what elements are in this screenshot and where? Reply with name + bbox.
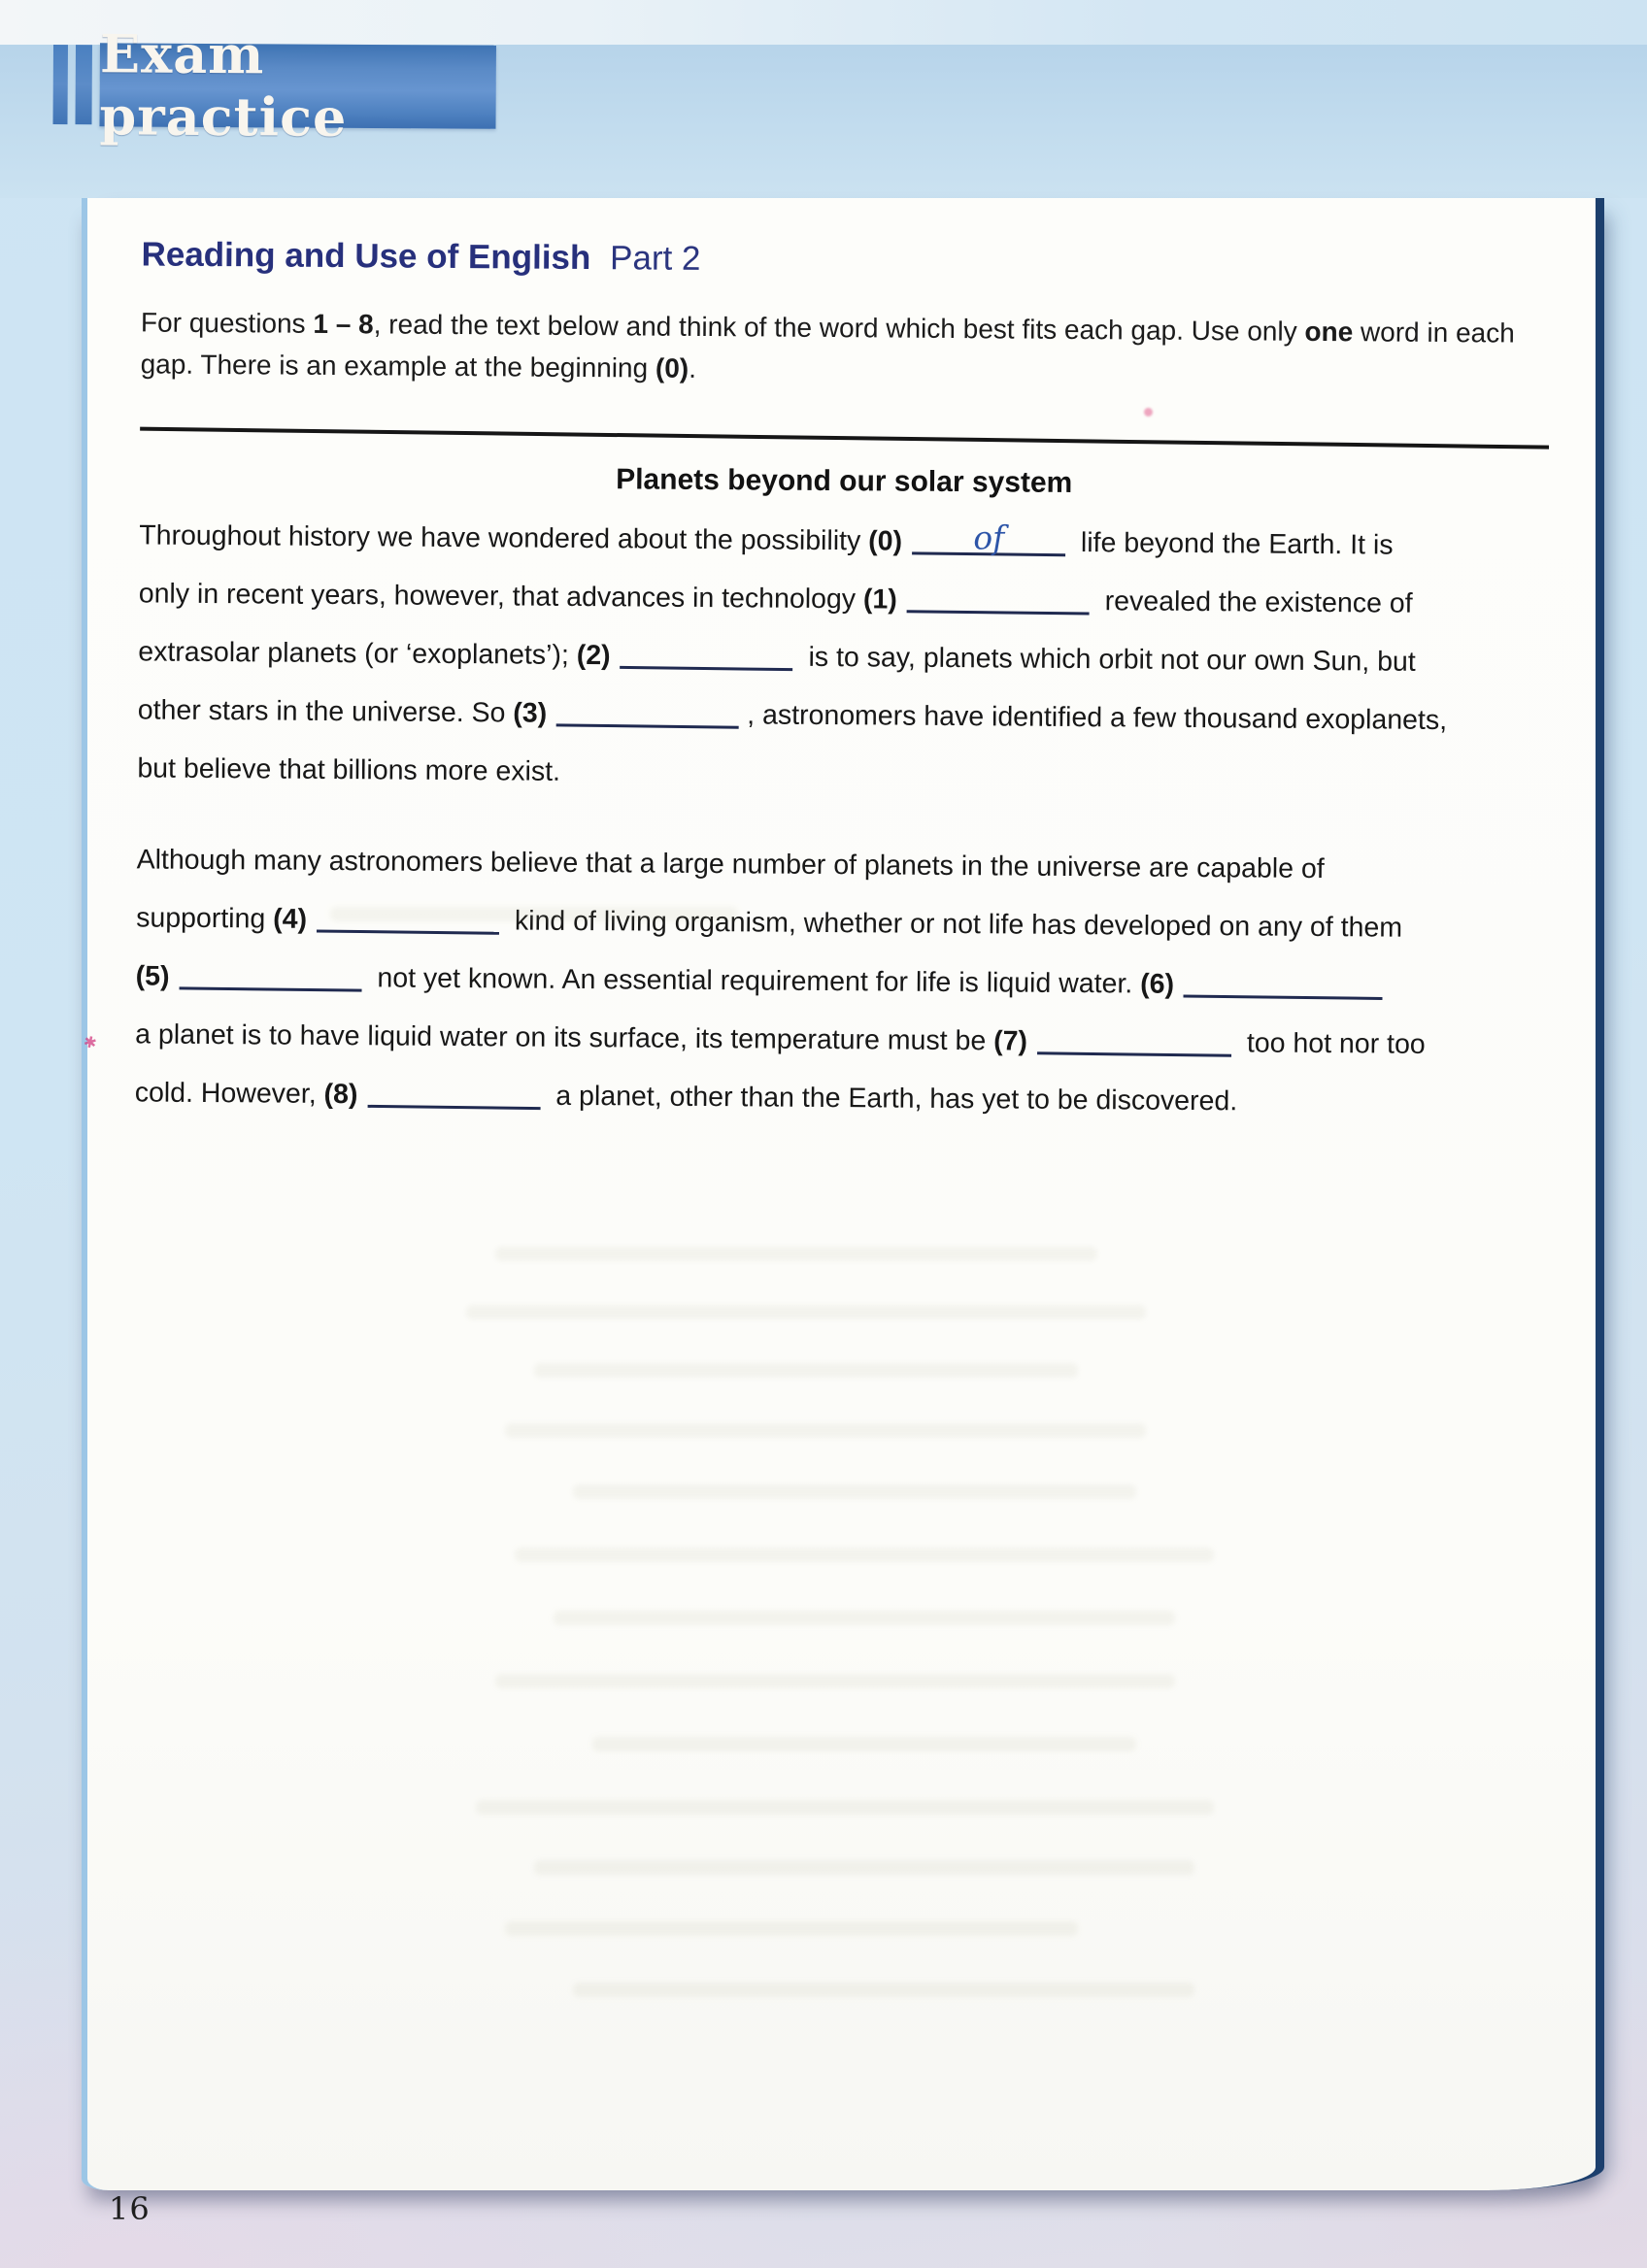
- bold-text: (3): [513, 697, 548, 729]
- text-run: a planet is to have liquid water on its surface, its temperature must be: [135, 1018, 994, 1057]
- bold-text: one: [1304, 316, 1354, 348]
- text-run: Although many astronomers believe that a large number of planets in the universe are capable of: [136, 844, 1325, 884]
- text-run: life beyond the Earth. It is: [1072, 526, 1394, 561]
- banner-stripe: [52, 45, 68, 124]
- text-run: For questions: [140, 307, 314, 339]
- bold-text: (0): [655, 352, 689, 384]
- text-line: [135, 1005, 1544, 1074]
- text-line: [137, 739, 1546, 808]
- banner-box: [99, 22, 496, 149]
- text-run: , read the text below and think of the word which best fits each gap. Use only: [373, 309, 1305, 347]
- bold-text: (6): [1140, 968, 1175, 1000]
- text-run: but believe that billions more exist.: [137, 752, 561, 787]
- gap-7[interactable]: [1037, 1020, 1231, 1056]
- bold-text: (5): [135, 960, 170, 992]
- gap-6[interactable]: [1184, 963, 1383, 1000]
- text-run: .: [689, 353, 697, 384]
- section-heading-part: Part 2: [609, 239, 701, 278]
- banner-title: Exam practice: [99, 22, 348, 149]
- gap-0[interactable]: [912, 517, 1065, 557]
- text-line: [135, 1063, 1544, 1132]
- text-run: supporting: [136, 902, 274, 935]
- text-line: [136, 830, 1545, 899]
- text-line: [139, 506, 1548, 575]
- page-number: 16: [109, 2190, 151, 2227]
- gap-5[interactable]: [179, 955, 361, 991]
- exercise-body: [135, 506, 1549, 1132]
- text-run: not yet known. An essential requirement for life is liquid water.: [369, 962, 1141, 1000]
- text-run: only in recent years, however, that advances in technology: [138, 578, 864, 616]
- bold-text: (7): [993, 1025, 1028, 1057]
- gap-1[interactable]: [907, 579, 1090, 615]
- stray-ink-mark: [1144, 408, 1153, 417]
- text-run: too hot nor too: [1238, 1027, 1426, 1060]
- section-heading: [141, 235, 1550, 284]
- stray-ink-mark: ✱: [82, 1033, 98, 1053]
- banner-stripe: [75, 45, 92, 124]
- text-run: Throughout history we have wondered about the possibility: [139, 519, 869, 557]
- text-run: cold. However,: [134, 1077, 324, 1110]
- bold-text: (0): [868, 525, 903, 557]
- text-run: a planet, other than the Earth, has yet to be discovered.: [548, 1080, 1238, 1117]
- section-heading-main: Reading and Use of English: [141, 235, 591, 278]
- bold-text: 1 – 8: [313, 308, 374, 340]
- text-run: kind of living organism, whether or not life has developed on any of them: [506, 905, 1403, 944]
- text-run: other stars in the universe. So: [137, 694, 514, 729]
- bold-text: (8): [323, 1078, 358, 1110]
- bold-text: (2): [576, 639, 611, 672]
- text-run: revealed the existence of: [1096, 584, 1413, 619]
- divider-rule: [140, 426, 1549, 449]
- text-run: , astronomers have identified a few thousand exoplanets,: [747, 699, 1448, 736]
- text-run: extrasolar planets (or ‘exoplanets’);: [138, 636, 577, 671]
- paragraph: [137, 506, 1548, 808]
- text-line: [135, 947, 1544, 1016]
- exercise-title: Planets beyond our solar system: [616, 463, 1073, 499]
- text-line: [136, 888, 1545, 957]
- text-line: [138, 681, 1547, 750]
- worksheet-page: [82, 198, 1604, 2190]
- worksheet-content: [81, 198, 1596, 1133]
- gap-4[interactable]: [317, 898, 499, 934]
- paragraph: [135, 830, 1546, 1132]
- gap-3[interactable]: [556, 692, 739, 728]
- gap-8[interactable]: [367, 1074, 540, 1110]
- bold-text: (1): [862, 584, 897, 616]
- text-run: word in each gap. There is an example at the beginning: [140, 317, 1515, 384]
- task-instructions: [140, 301, 1550, 396]
- text-run: is to say, planets which orbit not our own Sun, but: [800, 641, 1416, 678]
- text-line: [138, 622, 1547, 691]
- handwritten-answer: of: [972, 517, 1005, 557]
- gap-2[interactable]: [620, 635, 792, 671]
- text-line: [139, 564, 1548, 633]
- bold-text: (4): [273, 903, 308, 935]
